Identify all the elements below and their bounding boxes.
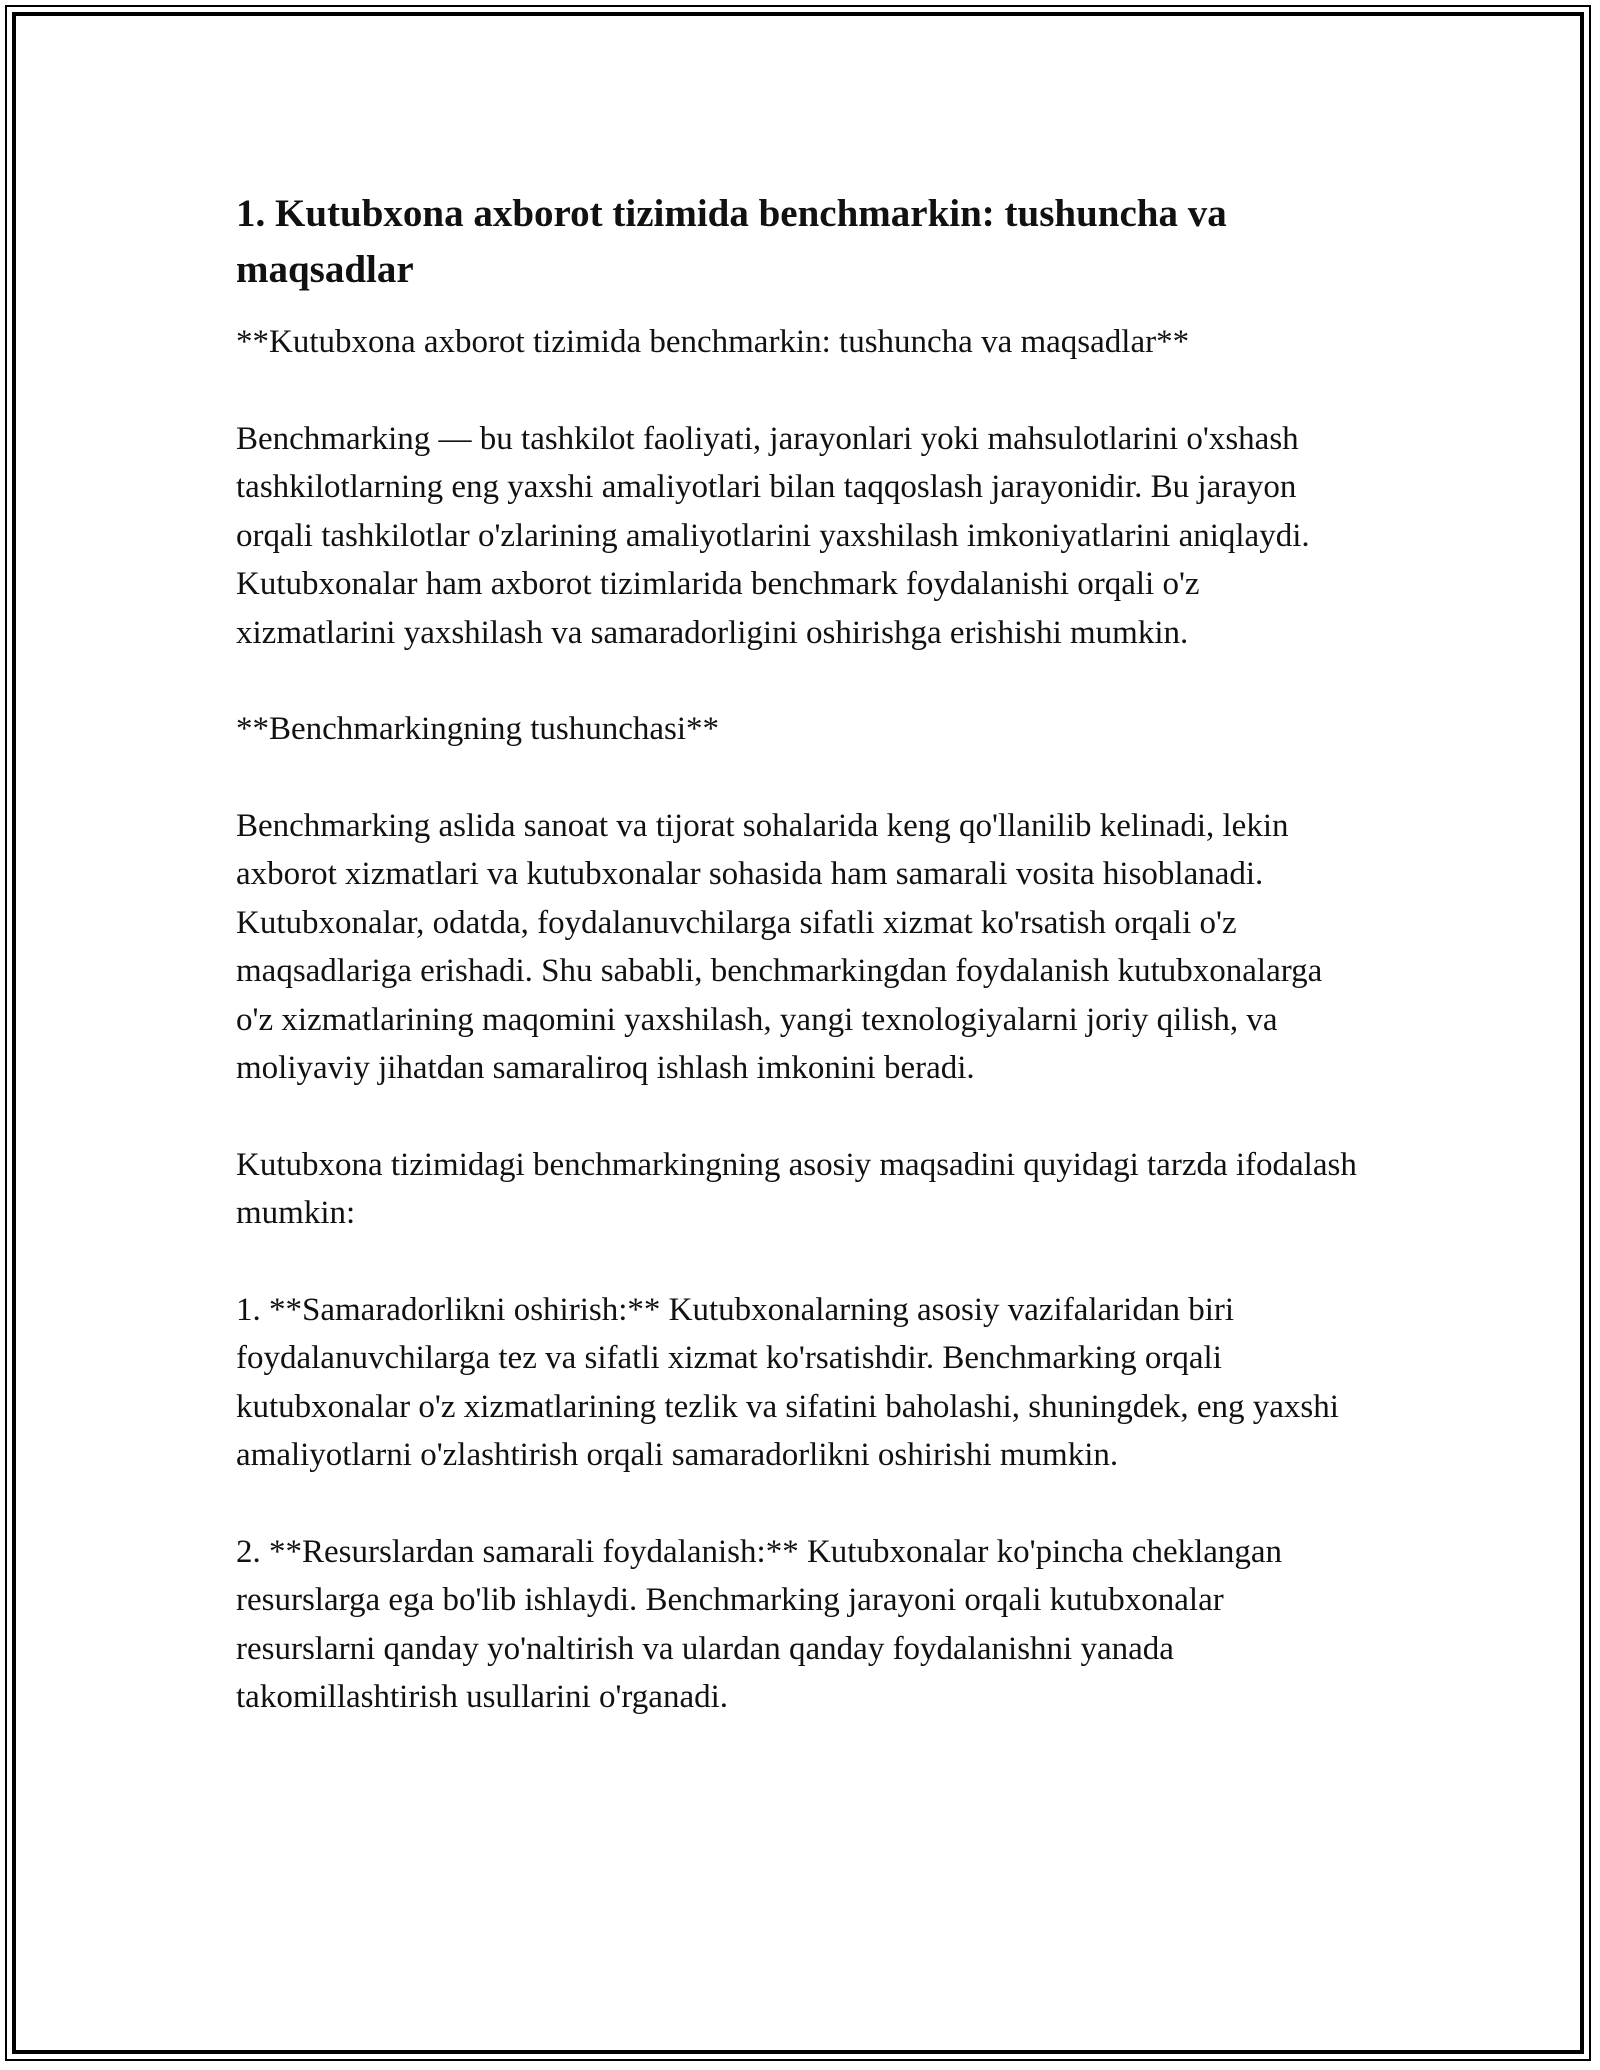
list-item-efficiency: 1. **Samaradorlikni oshirish:** Kutubxonalarning asosiy vazifalaridan biri foydalanuvchilarga tez va sifatli xizmat ko'rsatishdir. Benchmarking orqali kutubxonalar o'z xizmatlarining tezlik va sifatini baholashi, shuningdek, eng yaxshi amaliyotlarni o'zlashtirish orqali samaradorlikni oshirishi mumkin.	[236, 1291, 1339, 1473]
paragraph-goals-intro: Kutubxona tizimidagi benchmarkingning asosiy maqsadini quyidagi tarzda ifodalash mumkin:	[236, 1146, 1357, 1231]
section-heading: 1. Kutubxona axborot tizimida benchmarkin: tushuncha va maqsadlar	[236, 192, 1227, 291]
document-body	[236, 186, 1366, 1770]
paragraph-definition: Benchmarking — bu tashkilot faoliyati, jarayonlari yoki mahsulotlarini o'xshash tashkilotlarning eng yaxshi amaliyotlari bilan taqqoslash jarayonidir. Bu jarayon orqali tashkilotlar o'zlarining amaliyotlarini yaxshilash imkoniyatlarini aniqlaydi. Kutubxonalar ham axborot tizimlarida benchmark foydalanishi orqali o'z xizmatlarini yaxshilash va samaradorligini oshirishga erishishi mumkin.	[236, 420, 1310, 651]
paragraph-intro-title: **Kutubxona axborot tizimida benchmarkin: tushuncha va maqsadlar**	[236, 324, 1190, 360]
paragraph-concept-title: **Benchmarkingning tushunchasi**	[236, 711, 720, 747]
list-item-resources: 2. **Resurslardan samarali foydalanish:** Kutubxonalar ko'pincha cheklangan resurslarga ega bo'lib ishlaydi. Benchmarking jarayoni orqali kutubxonalar resurslarni qanday yo'naltirish va ulardan qanday foydalanishni yanada takomillashtirish usullarini o'rganadi.	[236, 1533, 1283, 1715]
paragraph-concept: Benchmarking aslida sanoat va tijorat sohalarida keng qo'llanilib kelinadi, lekin axborot xizmatlari va kutubxonalar sohasida ham samarali vosita hisoblanadi. Kutubxonalar, odatda, foydalanuvchilarga sifatli xizmat ko'rsatish orqali o'z maqsadlariga erishadi. Shu sababli, benchmarkingdan foydalanish kutubxonalarga o'z xizmatlarining maqomini yaxshilash, yangi texnologiyalarni joriy qilish, va moliyaviy jihatdan samaraliroq ishlash imkonini beradi.	[236, 807, 1323, 1086]
